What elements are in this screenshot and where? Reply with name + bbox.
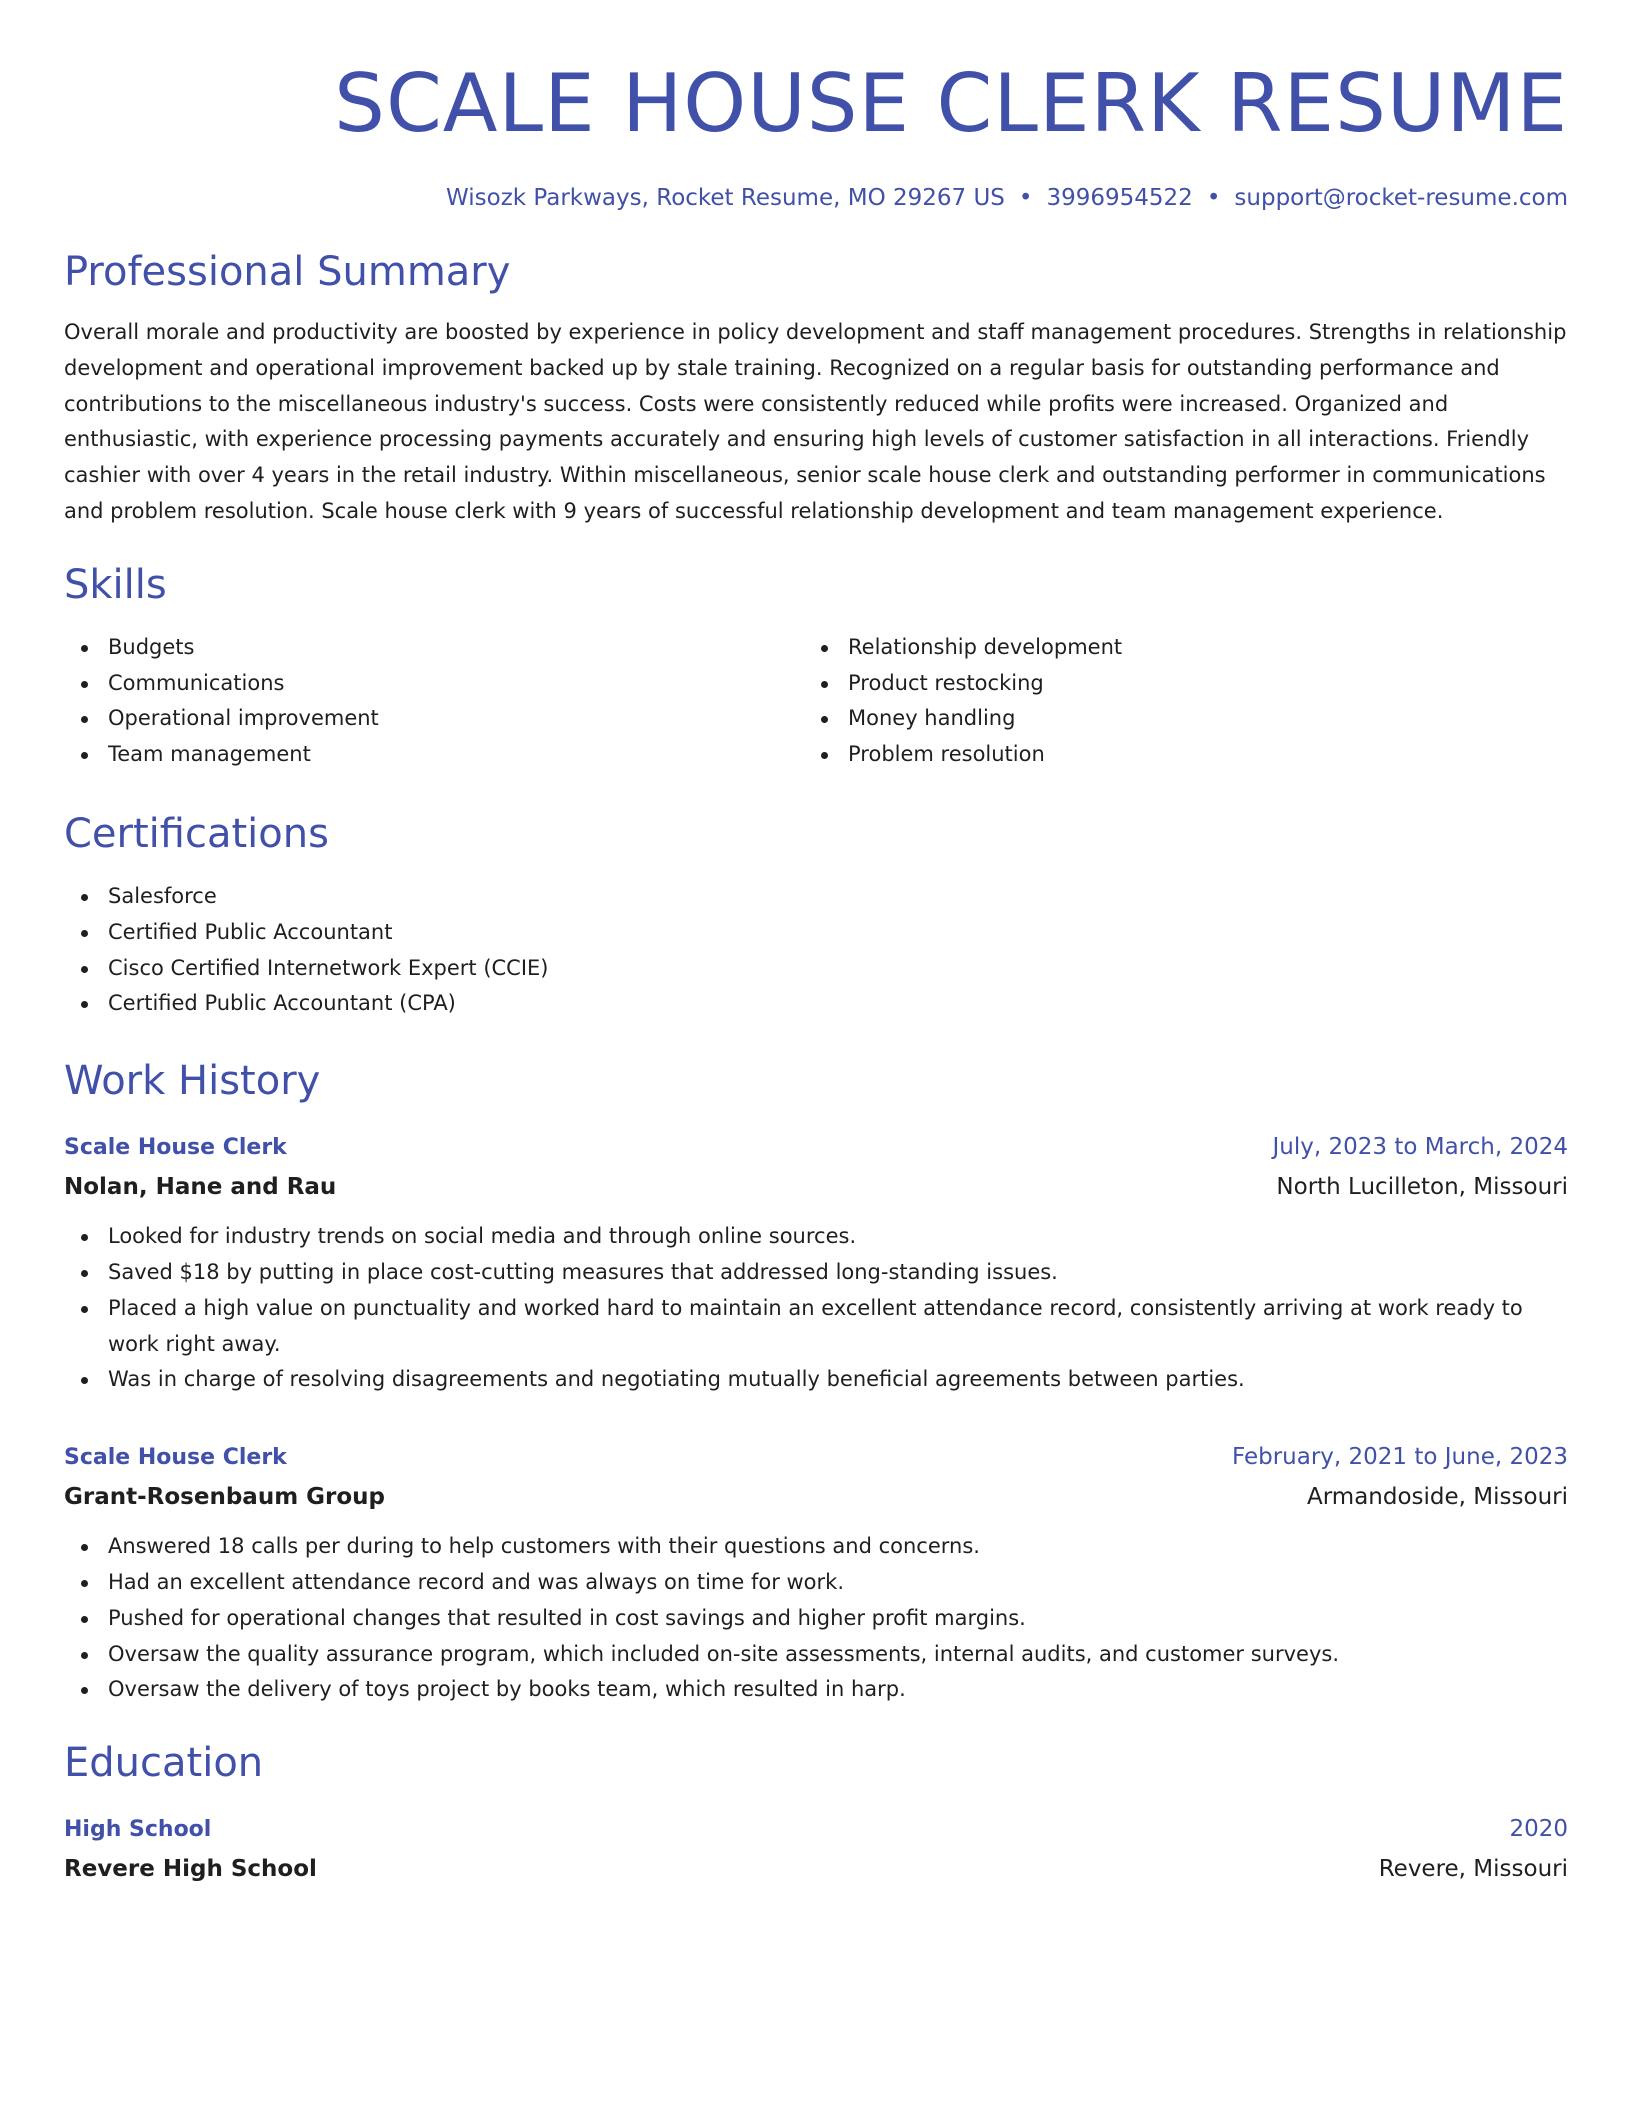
skills-column-left	[64, 630, 804, 773]
education-school-row	[64, 1849, 1568, 1889]
skill-item: Operational improvement	[64, 701, 804, 737]
job-title: Scale House Clerk	[64, 1445, 287, 1471]
certifications-list	[64, 879, 1568, 1022]
skills-list	[804, 630, 1544, 773]
summary-paragraph: Overall morale and productivity are boosted by experience in policy development and staff management procedures. Strengths in relationship development and operational improvement backed up by stale training. Recognized on a regular basis for outstanding performance and contributions to the miscellaneous industry's success. Costs were consistently reduced while profits were increased. Organized and enthusiastic, with experience processing payments accurately and ensuring high levels of customer satisfaction in all interactions. Friendly cashier with over 4 years in the retail industry. Within miscellaneous, senior scale house clerk and outstanding performer in communications and problem resolution. Scale house clerk with 9 years of successful relationship development and team management experience.	[64, 320, 1567, 523]
job-entry	[64, 1128, 1568, 1398]
job-entry	[64, 1438, 1568, 1708]
responsibility-item: Saved $18 by putting in place cost-cutting measures that addressed long-standing issues.	[64, 1255, 1568, 1291]
certification-item: Cisco Certified Internetwork Expert (CCIE)	[64, 951, 1568, 987]
resume-header	[64, 56, 1568, 214]
contact-email: support@rocket-resume.com	[1234, 185, 1568, 211]
responsibility-item: Was in charge of resolving disagreements and negotiating mutually beneficial agreements between parties.	[64, 1362, 1568, 1398]
graduation-year: 2020	[1509, 1816, 1568, 1843]
responsibility-item: Placed a high value on punctuality and worked hard to maintain an excellent attendance record, consistently arriving at work ready to work right away.	[64, 1291, 1568, 1363]
job-title-row	[64, 1438, 1568, 1477]
skill-item: Budgets	[64, 630, 804, 666]
skill-item: Communications	[64, 666, 804, 702]
skill-item: Problem resolution	[804, 737, 1544, 773]
skills-column-right	[804, 630, 1544, 773]
responsibility-item: Oversaw the delivery of toys project by books team, which resulted in harp.	[64, 1672, 1568, 1708]
employer-name: Nolan, Hane and Rau	[64, 1174, 337, 1201]
skills-section	[64, 560, 1568, 773]
contact-separator: •	[1018, 185, 1033, 211]
work-history-section	[64, 1056, 1568, 1708]
school-location: Revere, Missouri	[1378, 1856, 1568, 1883]
job-responsibilities-list	[64, 1219, 1568, 1398]
certification-item: Certified Public Accountant (CPA)	[64, 986, 1568, 1022]
job-employer-row	[64, 1167, 1568, 1207]
contact-line	[64, 182, 1568, 214]
section-heading: Professional Summary	[64, 249, 511, 295]
job-responsibilities-list	[64, 1529, 1568, 1708]
section-heading: Certifications	[64, 810, 329, 857]
school-name: Revere High School	[64, 1856, 317, 1883]
responsibility-item: Answered 18 calls per during to help customers with their questions and concerns.	[64, 1529, 1568, 1565]
certification-item: Salesforce	[64, 879, 1568, 915]
skills-list	[64, 630, 804, 773]
certifications-section	[64, 809, 1568, 1022]
skill-item: Relationship development	[804, 630, 1544, 666]
section-heading: Work History	[64, 1058, 321, 1105]
skill-item: Money handling	[804, 701, 1544, 737]
resume-title: SCALE HOUSE CLERK RESUME	[334, 57, 1568, 150]
skill-item: Team management	[64, 737, 804, 773]
employer-name: Grant-Rosenbaum Group	[64, 1484, 386, 1511]
job-location: North Lucilleton, Missouri	[1276, 1174, 1568, 1201]
job-dates: July, 2023 to March, 2024	[1272, 1134, 1568, 1161]
job-location: Armandoside, Missouri	[1307, 1484, 1568, 1511]
job-employer-row	[64, 1477, 1568, 1517]
education-entry	[64, 1810, 1568, 1889]
responsibility-item: Had an excellent attendance record and was always on time for work.	[64, 1565, 1568, 1601]
education-section	[64, 1738, 1568, 1889]
contact-phone: 3996954522	[1046, 185, 1193, 211]
degree-name: High School	[64, 1817, 212, 1843]
contact-address: Wisozk Parkways, Rocket Resume, MO 29267 US	[446, 185, 1005, 211]
professional-summary-section	[64, 247, 1568, 530]
skills-columns	[64, 630, 1568, 773]
responsibility-item: Oversaw the quality assurance program, which included on-site assessments, internal audits, and customer surveys.	[64, 1637, 1568, 1673]
skill-item: Product restocking	[804, 666, 1544, 702]
job-title: Scale House Clerk	[64, 1135, 287, 1161]
job-dates: February, 2021 to June, 2023	[1231, 1444, 1568, 1471]
section-heading: Education	[64, 1740, 264, 1787]
education-degree-row	[64, 1810, 1568, 1849]
certification-item: Certified Public Accountant	[64, 915, 1568, 951]
contact-separator: •	[1206, 185, 1221, 211]
responsibility-item: Pushed for operational changes that resulted in cost savings and higher profit margins.	[64, 1601, 1568, 1637]
section-heading: Skills	[64, 561, 167, 608]
job-title-row	[64, 1128, 1568, 1167]
responsibility-item: Looked for industry trends on social media and through online sources.	[64, 1219, 1568, 1255]
